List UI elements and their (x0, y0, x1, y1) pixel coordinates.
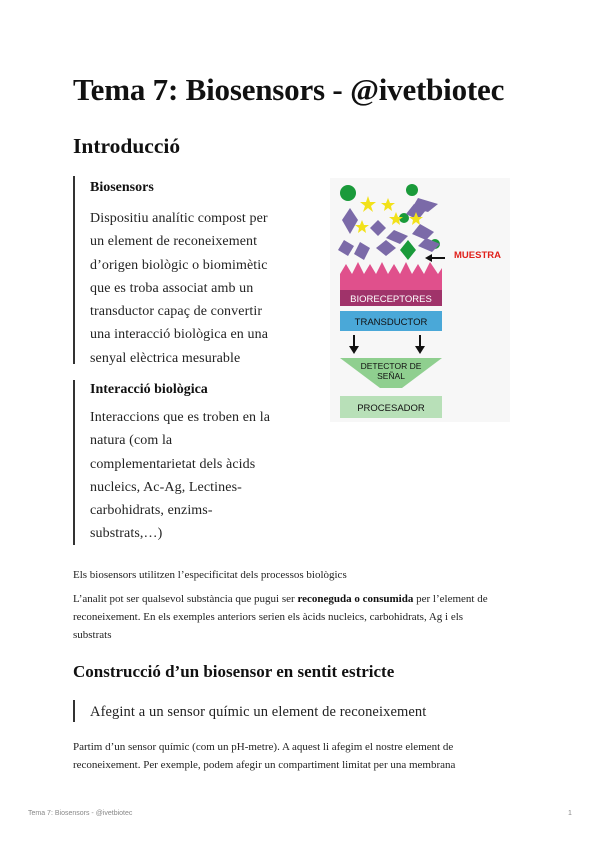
callout-line: carbohidrats, enzims- (90, 503, 213, 519)
detector-label-line2: SEÑAL (377, 371, 405, 381)
analyte-diamond (386, 230, 408, 244)
callout-line: substrats,…) (90, 526, 163, 542)
muestra-label: MUESTRA (454, 250, 501, 261)
callout-line: nucleics, Ac-Ag, Lectines- (90, 479, 242, 495)
analyte-diamond (338, 240, 354, 256)
analyte-circle (340, 185, 356, 201)
arrow-head (349, 346, 359, 354)
analyte-diamond (412, 224, 434, 240)
callout-biosensors (73, 176, 300, 364)
detector-label-line1: DETECTOR DE (360, 361, 422, 371)
callout-afegint (73, 700, 510, 722)
biosensor-diagram-svg (330, 178, 510, 422)
callout-line: un element de reconeixement (90, 234, 258, 250)
paragraph-line: reconeixement. Per exemple, podem afegir un compartiment limitat per una membrana (73, 759, 456, 771)
paragraph-analit (73, 590, 533, 644)
footer-title: Tema 7: Biosensors - @ivetbiotec (28, 810, 133, 817)
paragraph-line: reconeixement. En els exemples anteriors serien els àcids nucleics, carbohidrats, Ag i els (73, 611, 464, 623)
analyte-diamond (400, 240, 416, 260)
page-title: Tema 7: Biosensors - @ivetbiotec (73, 72, 505, 107)
biosensor-diagram (330, 178, 510, 422)
bold-phrase: reconeguda o consumida (297, 593, 414, 605)
callout-line: Interaccions que es troben en la (90, 410, 271, 425)
bioreceptor-teeth (340, 262, 442, 290)
callout-body: Afegint a un sensor químic un element de reconeixement (90, 704, 427, 720)
callout-line: complementarietat dels àcids (90, 456, 256, 472)
section-heading-introduccio: Introducció (73, 134, 181, 158)
paragraph-line: Partim d’un sensor químic (com un pH-metre). A aquest li afegim el nostre element de (73, 741, 454, 753)
bioreceptores-label: BIORECEPTORES (350, 294, 432, 305)
callout-title: Biosensors (90, 180, 154, 195)
callout-line: transductor capaç de convertir (90, 304, 263, 320)
paragraph-partim (73, 738, 533, 774)
callout-body (90, 207, 300, 370)
section-heading-construccio: Construcció d’un biosensor en sentit estricte (73, 662, 395, 681)
analyte-circle (406, 184, 418, 196)
procesador-label: PROCESADOR (357, 403, 425, 414)
text-run: per l’element de (413, 593, 488, 605)
paragraph-especificitat: Els biosensors utilitzen l’especificitat dels processos biològics (73, 569, 347, 581)
paragraph-line (73, 590, 533, 608)
callout-body (90, 406, 300, 546)
callout-interaccio-biologica (73, 380, 300, 545)
callout-line: natura (com la (90, 433, 173, 449)
transductor-label: TRANSDUCTOR (354, 317, 428, 328)
analyte-diamond (370, 220, 386, 236)
analyte-star (381, 198, 395, 211)
callout-line: Dispositiu analític compost per (90, 211, 268, 226)
analyte-star (389, 212, 403, 225)
analyte-star (360, 196, 376, 212)
arrow-head (425, 254, 432, 262)
text-run: L’analit pot ser qualsevol substància que pugui ser (73, 593, 298, 605)
analyte-diamond (342, 208, 358, 234)
callout-line: que es troba associat amb un (90, 280, 254, 296)
callout-title: Interacció biològica (90, 382, 208, 397)
callout-line: una interacció biològica en una (90, 327, 269, 343)
paragraph-line: substrats (73, 629, 112, 641)
page-number: 1 (568, 810, 572, 817)
arrow-head (415, 346, 425, 354)
analyte-star (355, 220, 369, 233)
analyte-diamond (376, 240, 396, 256)
callout-line: senyal elèctrica mesurable (90, 350, 241, 366)
analyte-diamond (354, 242, 370, 260)
callout-line: d’origen biològic o biomimètic (90, 257, 268, 273)
